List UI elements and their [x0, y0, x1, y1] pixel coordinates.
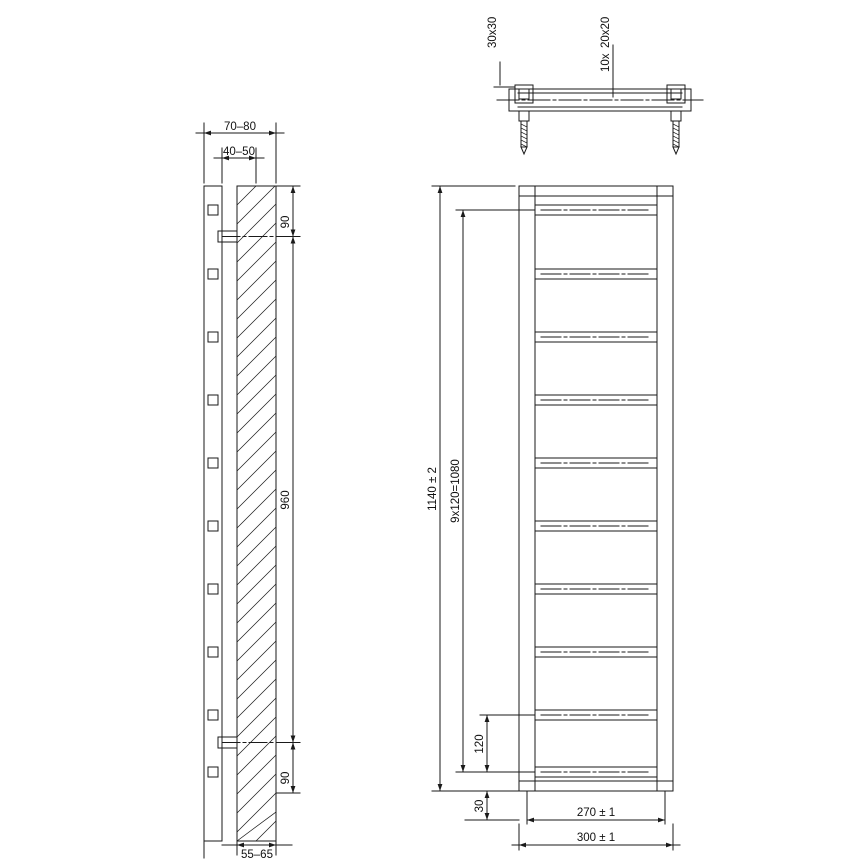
dim-total-height [432, 186, 515, 791]
rail [535, 395, 657, 405]
label-depth-inner: 40–50 [223, 146, 255, 158]
rail [535, 521, 657, 531]
rail [535, 458, 657, 468]
dim-bracket-spacing [291, 237, 296, 743]
rail-end-marks [208, 205, 218, 777]
label-bracket-small-square: 20x20 [600, 16, 612, 48]
rail [535, 205, 657, 215]
rail [535, 269, 657, 279]
label-rail-pitch-single: 120 [474, 734, 486, 754]
label-depth-outer: 70–80 [224, 121, 256, 133]
label-top-offset: 90 [280, 215, 292, 229]
dim-rail-pitch-single [480, 715, 535, 772]
label-rail-pitch-total: 9x120=1080 [450, 459, 462, 523]
screw-right [671, 111, 681, 154]
label-center-height: 960 [280, 490, 292, 510]
front-elevation-view [432, 186, 680, 850]
bracket-detail-view [494, 45, 703, 154]
side-profile [204, 186, 222, 841]
screw-left [519, 111, 529, 154]
dimension-labels [223, 17, 615, 861]
rail [535, 647, 657, 657]
rail [535, 767, 657, 777]
rail [535, 710, 657, 720]
label-total-height: 1140 ± 2 [427, 467, 439, 511]
label-bracket-large-square: 30x30 [487, 16, 499, 48]
label-wall-thickness: 55–65 [241, 849, 273, 861]
rail [535, 584, 657, 594]
dim-bracket-large-square [494, 62, 515, 87]
horizontal-rails [535, 205, 657, 777]
dim-rail-pitch-total [456, 210, 535, 772]
label-bracket-count: 10x [600, 53, 612, 72]
label-bottom-offset: 90 [280, 771, 292, 785]
label-inner-width: 270 ± 1 [576, 807, 616, 819]
dim-bottom-offset [276, 743, 300, 794]
label-outer-width: 300 ± 1 [576, 832, 616, 844]
rail [535, 332, 657, 342]
label-base-offset: 30 [474, 799, 486, 813]
